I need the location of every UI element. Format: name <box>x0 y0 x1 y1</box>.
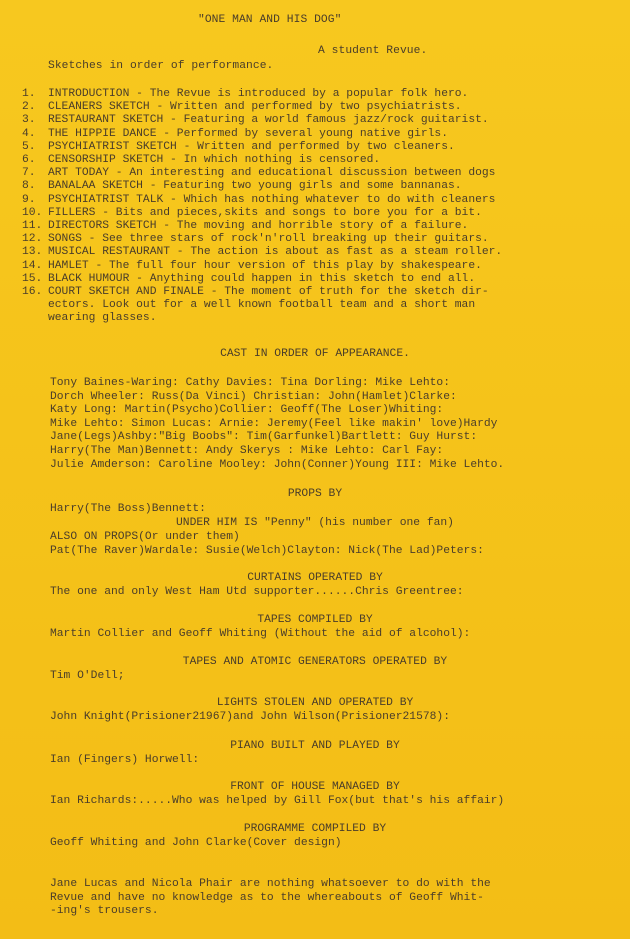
sketch-item: 10. FILLERS - Bits and pieces,skits and songs to bore you for a bit. <box>22 206 482 219</box>
house-line: Ian Richards:.....Who was helped by Gill Fox(but that's his affair) <box>50 795 505 807</box>
sketch-item: 4. THE HIPPIE DANCE - Performed by several young native girls. <box>22 127 448 140</box>
piano-line: Ian (Fingers) Horwell: <box>50 754 200 766</box>
props-line: UNDER HIM IS "Penny" (his number one fan) <box>176 517 454 529</box>
cast-line: Katy Long: Martin(Psycho)Collier: Geoff(The Loser)Whiting: <box>50 404 444 417</box>
sketch-item-continuation: wearing glasses. <box>48 312 157 325</box>
sketch-item-continuation: ectors. Look out for a well known football team and a short man <box>48 299 476 312</box>
sketch-item: 11. DIRECTORS SKETCH - The moving and horrible story of a failure. <box>22 220 469 233</box>
sketch-item: 3. RESTAURANT SKETCH - Featuring a world famous jazz/rock guitarist. <box>22 114 489 127</box>
cast-list <box>50 377 504 472</box>
lights-heading: LIGHTS STOLEN AND OPERATED BY <box>216 697 414 709</box>
sketch-item: 7. ART TODAY - An interesting and educational discussion between dogs <box>22 167 496 180</box>
closing-line: -ing's trousers. <box>50 905 159 918</box>
closing-line: Revue and have no knowledge as to the whereabouts of Geoff Whit- <box>50 891 484 904</box>
sketch-item: 12. SONGS - See three stars of rock'n'roll breaking up their guitars. <box>22 233 489 246</box>
sketch-item: 8. BANALAA SKETCH - Featuring two young girls and some bannanas. <box>22 180 462 193</box>
cast-line: Harry(The Man)Bennett: Andy Skerys : Mike Lehto: Carl Fay: <box>50 444 444 457</box>
props-line: ALSO ON PROPS(Or under them) <box>50 531 240 543</box>
programme-compiled-line: Geoff Whiting and John Clarke(Cover design) <box>50 837 342 849</box>
sketch-item: 2. CLEANERS SKETCH - Written and performed by two psychiatrists. <box>22 101 462 114</box>
props-line: Pat(The Raver)Wardale: Susie(Welch)Clayton: Nick(The Lad)Peters: <box>50 545 484 557</box>
curtains-line: The one and only West Ham Utd supporter......Chris Greentree: <box>50 586 464 598</box>
sketch-item: 1. INTRODUCTION - The Revue is introduced by a popular folk hero. <box>22 88 469 100</box>
programme-subtitle: A student Revue. <box>318 45 428 57</box>
tapes-operated-line: Tim O'Dell; <box>50 670 125 682</box>
sketch-item: 9. PSYCHIATRIST TALK - Which has nothing whatever to do with cleaners <box>22 193 496 206</box>
props-line: Harry(The Boss)Bennett: <box>50 503 206 515</box>
tapes-operated-heading: TAPES AND ATOMIC GENERATORS OPERATED BY <box>182 656 448 668</box>
closing-line: Jane Lucas and Nicola Phair are nothing whatsoever to do with the <box>50 878 491 890</box>
closing-note <box>50 878 491 919</box>
sketches-intro: Sketches in order of performance. <box>48 60 274 72</box>
sketch-item: 14. HAMLET - The full four hour version of this play by shakespeare. <box>22 259 482 272</box>
piano-heading: PIANO BUILT AND PLAYED BY <box>230 740 400 752</box>
curtains-heading: CURTAINS OPERATED BY <box>247 572 383 584</box>
sketch-item: 13. MUSICAL RESTAURANT - The action is about as fast as a steam roller. <box>22 246 503 259</box>
sketch-list <box>22 88 502 326</box>
sketch-item: 6. CENSORSHIP SKETCH - In which nothing is censored. <box>22 154 381 167</box>
tapes-line: Martin Collier and Geoff Whiting (Without the aid of alcohol): <box>50 628 471 640</box>
props-heading: PROPS BY <box>287 488 343 500</box>
lights-line: John Knight(Prisioner21967)and John Wilson(Prisioner21578): <box>50 711 450 723</box>
cast-line: Julie Amderson: Caroline Mooley: John(Conner)Young III: Mike Lehto. <box>50 458 505 471</box>
sketch-item: 5. PSYCHIATRIST SKETCH - Written and performed by two cleaners. <box>22 140 455 153</box>
cast-line: Dorch Wheeler: Russ(Da Vinci) Christian: John(Hamlet)Clarke: <box>50 390 457 403</box>
programme-compiled-heading: PROGRAMME COMPILED BY <box>243 823 387 835</box>
cast-line: Mike Lehto: Simon Lucas: Arnie: Jeremy(Feel like makin' love)Hardy <box>50 417 498 430</box>
house-heading: FRONT OF HOUSE MANAGED BY <box>230 781 400 793</box>
cast-line: Tony Baines-Waring: Cathy Davies: Tina Dorling: Mike Lehto: <box>50 377 450 389</box>
programme-title: "ONE MAN AND HIS DOG" <box>198 14 342 26</box>
cast-line: Jane(Legs)Ashby:"Big Boobs": Tim(Garfunkel)Bartlett: Guy Hurst: <box>50 431 478 444</box>
sketch-item: 16. COURT SKETCH AND FINALE - The moment of truth for the sketch dir- ectors. Look out for a well known football team and a short man wearing glasses. <box>22 286 502 326</box>
sketch-item: 15. BLACK HUMOUR - Anything could happen in this sketch to end all. <box>22 272 476 285</box>
cast-heading: CAST IN ORDER OF APPEARANCE. <box>220 348 410 360</box>
tapes-heading: TAPES COMPILED BY <box>257 614 373 626</box>
